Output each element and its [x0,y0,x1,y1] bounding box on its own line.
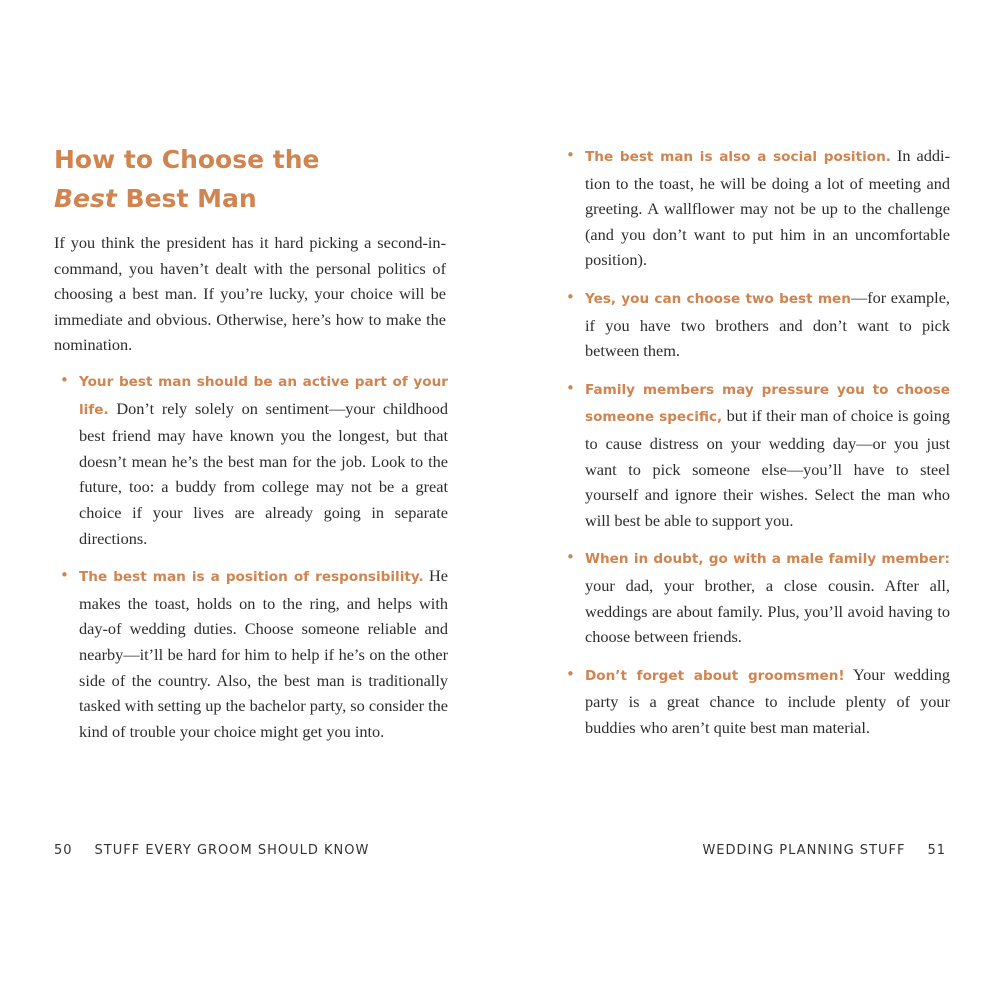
right-footer [702,843,946,858]
bullet-text: Don’t rely solely on sentiment—your childhood best friend may have known you the longest, but that doesn’t mean he’s the best man for the job. Look to the future, too: a buddy from college may not be a great choice if your lives are already going in separate directions. [79,398,448,548]
bullet-item [560,285,950,364]
bullet-text: In addition to the toast, he will be doing a lot of meeting and greeting. A wallflower may not be up to the challenge (and you don’t want to put him in an uncomfortable position). [585,146,951,270]
bullet-icon: • [566,146,575,164]
bullet-icon: • [566,378,575,397]
bullet-icon: • [566,664,575,683]
bullet-item [560,143,950,273]
title-line-1: How to Choose the [54,145,320,174]
bullet-item [560,376,950,534]
running-head: WEDDING PLANNING STUFF [702,843,906,858]
bullet-lead: The best man is also a social position. [585,149,891,165]
right-page [500,0,1000,1000]
bullet-text: your dad, your brother, a close cousin. After all, weddings are about family. Plus, you’ll avoid having to choose between friends. [585,575,950,647]
bullet-lead: Yes, you can choose two best men [585,290,851,307]
title-emphasis: Best [54,184,117,213]
bullet-text: He makes the toast, holds on to the ring, and helps with day-of wedding duties. Choose someone reliable and nearby—it’ll be hard for him to help if he’s on the other side of the country. Also, the best man is traditionally tasked with setting up the bachelor party, so consider the kind of trouble your choice might get you into. [79,566,448,741]
bullet-icon: • [60,566,69,585]
bullet-text: but if their man of choice is going to cause distress on your wedding day—or you just want to pick someone else—you’ll have to steel yourself and ignore their wishes. Select the man who will best be able to support you. [585,406,950,530]
bullet-item [560,662,950,741]
bullet-lead: When in doubt, go with a male family member: [585,551,950,568]
section-title [54,140,454,218]
bullet-lead: Your best man should be an active part of your life. [79,374,448,418]
left-footer [54,843,369,858]
running-head: STUFF EVERY GROOM SHOULD KNOW [94,843,370,858]
bullet-item [560,545,950,649]
bullet-item [54,368,448,551]
page-number: 50 [54,843,73,858]
intro-paragraph: If you think the president has it hard picking a second-in-command, you haven’t dealt with the personal politics of choosing a best man. If you’re lucky, your choice will be immediate and obvious. Otherwise, here’s how to make the nomination. [54,233,446,355]
bullet-icon: • [566,287,575,306]
bullet-lead: The best man is a position of responsibility. [79,569,424,586]
bullet-text: Your wedding party is a great chance to include plenty of your buddies who aren’t quite best man material. [585,664,950,737]
title-rest: Best Man [116,184,257,213]
bullet-lead: Family members may pressure you to choose someone specific, [585,381,950,426]
bullet-item [54,563,448,744]
bullet-icon: • [566,548,575,567]
right-bullet-list [560,143,950,752]
left-bullet-list [54,368,448,756]
bullet-lead: Don’t forget about groomsmen! [585,667,845,684]
page-number: 51 [927,843,946,858]
bullet-text: —for example, if you have two brothers and don’t want to pick between them. [585,287,950,361]
bullet-icon: • [60,371,69,389]
